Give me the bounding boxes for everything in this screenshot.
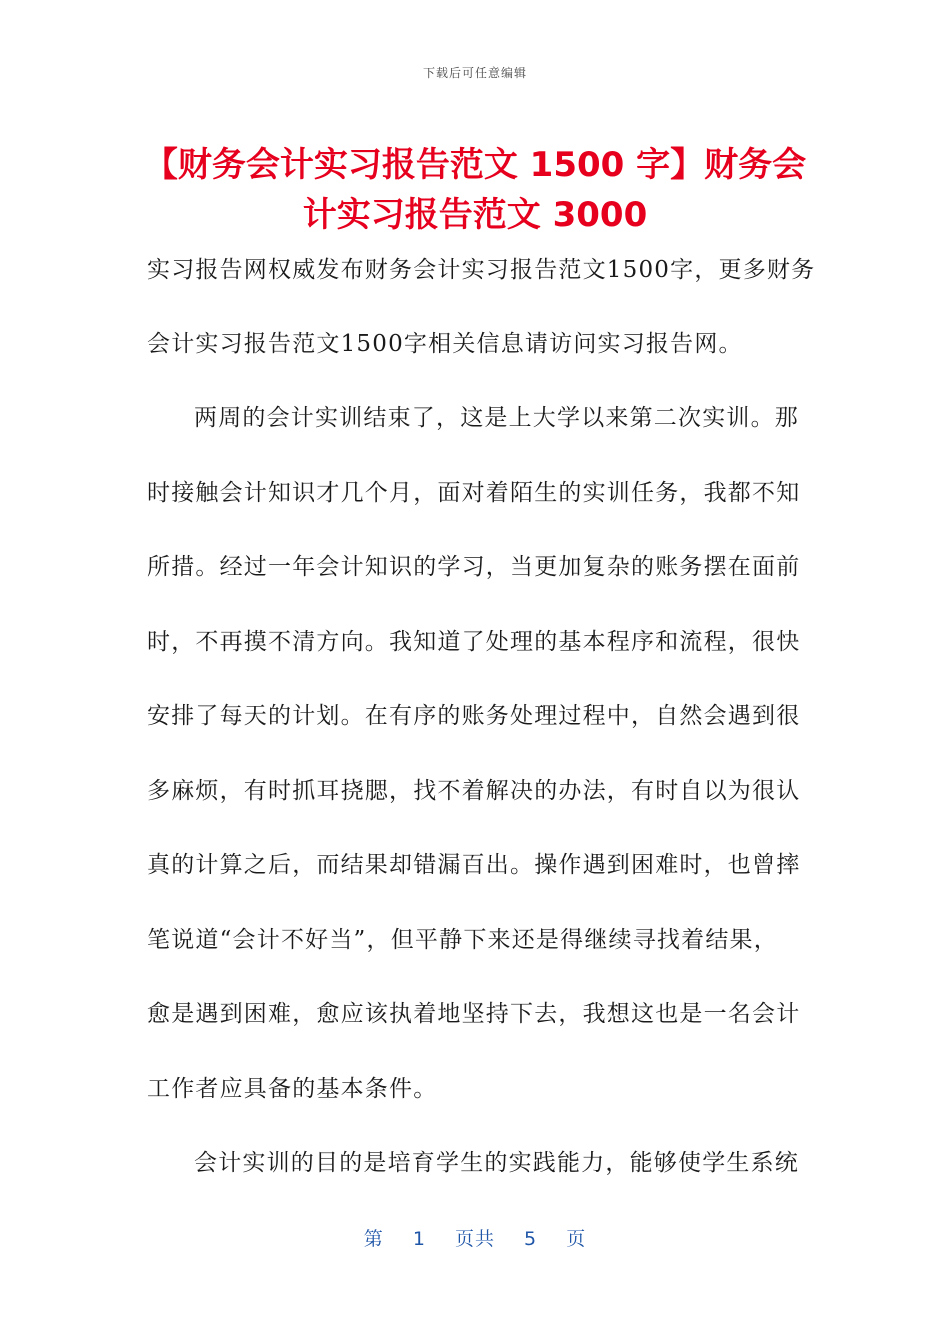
text-line: 安排了每天的计划。在有序的账务处理过程中，自然会遇到很 — [147, 703, 801, 729]
title-line-1: 【财务会计实习报告范文 1500 字】财务会 — [143, 145, 807, 185]
text-line: 多麻烦，有时抓耳挠腮，找不着解决的办法，有时自以为很认 — [147, 778, 801, 804]
text-line: 会计实习报告范文1500字相关信息请访问实习报告网。 — [147, 331, 743, 357]
text-line: 时，不再摸不清方向。我知道了处理的基本程序和流程，很快 — [147, 629, 801, 655]
document-title — [140, 140, 810, 240]
text-line: 实习报告网权威发布财务会计实习报告范文1500字，更多财务 — [147, 257, 816, 283]
text-line: 会计实训的目的是培育学生的实践能力，能够使学生系统 — [194, 1150, 799, 1176]
text-line: 时接触会计知识才几个月，面对着陌生的实训任务，我都不知 — [147, 480, 801, 506]
title-line-2: 计实习报告范文 3000 — [302, 195, 648, 235]
text-line: 工作者应具备的基本条件。 — [147, 1076, 438, 1102]
text-line: 真的计算之后，而结果却错漏百出。操作遇到困难时，也曾摔 — [147, 852, 801, 878]
text-line: 所措。经过一年会计知识的学习，当更加复杂的账务摆在面前 — [147, 554, 801, 580]
footer-total-pages: 5 — [524, 1228, 538, 1250]
footer-middle: 页共 — [454, 1228, 495, 1250]
page-footer — [0, 1224, 950, 1251]
text-line: 愈是遇到困难，愈应该执着地坚持下去，我想这也是一名会计 — [147, 1001, 801, 1027]
footer-page-number: 1 — [412, 1228, 426, 1250]
footer-prefix: 第 — [363, 1228, 384, 1250]
text-line: 两周的会计实训结束了，这是上大学以来第二次实训。那 — [194, 405, 799, 431]
header-note: 下载后可任意编辑 — [422, 66, 527, 80]
footer-suffix: 页 — [566, 1228, 587, 1250]
text-line: 笔说道“会计不好当”，但平静下来还是得继续寻找着结果， — [147, 927, 778, 953]
